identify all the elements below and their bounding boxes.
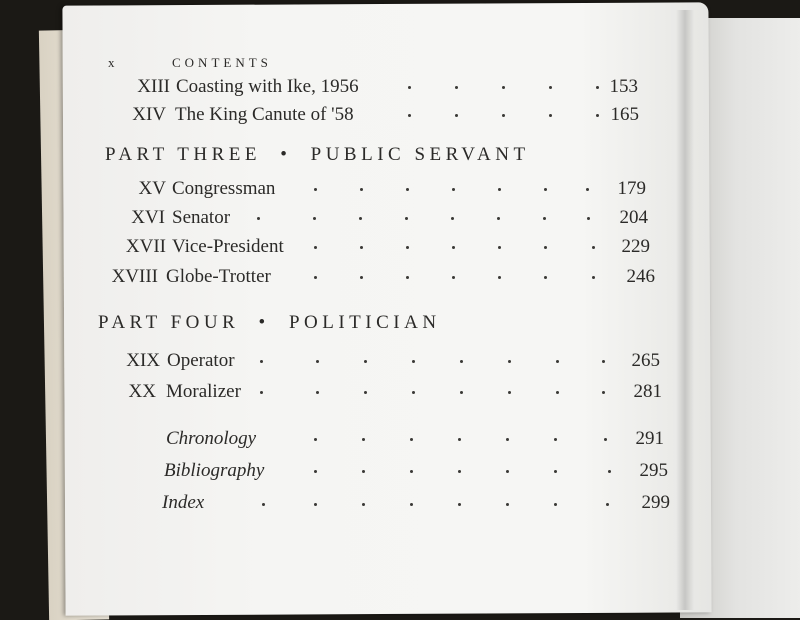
part-label: PART THREE bbox=[105, 144, 261, 165]
part-separator: • bbox=[258, 312, 270, 333]
chapter-title: Congressman bbox=[172, 178, 276, 199]
page-number: 295 bbox=[639, 460, 668, 481]
dot-leader bbox=[310, 238, 600, 258]
chapter-numeral: XV bbox=[138, 178, 166, 199]
chapter-title: The King Canute of '58 bbox=[175, 104, 354, 125]
chapter-title: Globe-Trotter bbox=[166, 266, 271, 287]
gutter-shadow bbox=[676, 10, 694, 610]
toc-entry bbox=[0, 266, 700, 290]
page-numeral: x bbox=[108, 55, 117, 70]
part-label: PART FOUR bbox=[98, 312, 240, 333]
back-matter-title: Index bbox=[162, 492, 205, 513]
dot-leader bbox=[255, 209, 600, 229]
chapter-numeral: XVI bbox=[131, 207, 165, 228]
dot-leader bbox=[260, 495, 620, 515]
page-number: 229 bbox=[621, 236, 650, 257]
toc-entry bbox=[0, 428, 700, 452]
dot-leader bbox=[310, 180, 600, 200]
part-title: PUBLIC SERVANT bbox=[310, 144, 530, 165]
running-head: CONTENTS bbox=[172, 55, 272, 70]
toc-entry bbox=[0, 381, 700, 405]
part-heading bbox=[105, 144, 530, 166]
chapter-title: Senator bbox=[172, 207, 231, 228]
toc-entry bbox=[0, 492, 700, 516]
page-number: 179 bbox=[617, 178, 646, 199]
chapter-numeral: XX bbox=[128, 381, 156, 402]
dot-leader bbox=[400, 106, 600, 126]
toc-entry bbox=[0, 104, 700, 128]
back-matter-title: Chronology bbox=[166, 428, 257, 449]
toc-entry bbox=[0, 236, 700, 260]
page-number: 153 bbox=[609, 76, 638, 97]
page-number: 281 bbox=[633, 381, 662, 402]
page-number: 165 bbox=[610, 104, 639, 125]
chapter-numeral: XVII bbox=[125, 236, 166, 257]
dot-leader bbox=[310, 268, 600, 288]
toc-entry bbox=[0, 178, 700, 202]
toc-entry bbox=[0, 207, 700, 231]
chapter-title: Moralizer bbox=[166, 381, 241, 402]
toc-entry bbox=[0, 460, 700, 484]
chapter-numeral: XIII bbox=[137, 76, 170, 97]
page-number: 291 bbox=[635, 428, 664, 449]
page-number: 204 bbox=[619, 207, 648, 228]
dot-leader bbox=[310, 430, 610, 450]
toc-entry bbox=[0, 350, 700, 374]
chapter-numeral: XIX bbox=[126, 350, 160, 371]
dot-leader bbox=[258, 352, 608, 372]
part-heading bbox=[98, 312, 441, 334]
chapter-numeral: XVIII bbox=[111, 266, 158, 287]
toc-entry bbox=[0, 76, 700, 100]
chapter-title: Operator bbox=[167, 350, 235, 371]
back-matter-title: Bibliography bbox=[164, 460, 265, 481]
chapter-title: Vice-President bbox=[172, 236, 284, 257]
page-number: 265 bbox=[631, 350, 660, 371]
dot-leader bbox=[258, 383, 608, 403]
chapter-title: Coasting with Ike, 1956 bbox=[176, 76, 359, 97]
part-separator: • bbox=[280, 144, 292, 165]
page-number: 299 bbox=[641, 492, 670, 513]
chapter-numeral: XIV bbox=[132, 104, 166, 125]
part-title: POLITICIAN bbox=[288, 312, 441, 333]
dot-leader bbox=[310, 462, 620, 482]
page-number: 246 bbox=[626, 266, 655, 287]
dot-leader bbox=[400, 78, 600, 98]
